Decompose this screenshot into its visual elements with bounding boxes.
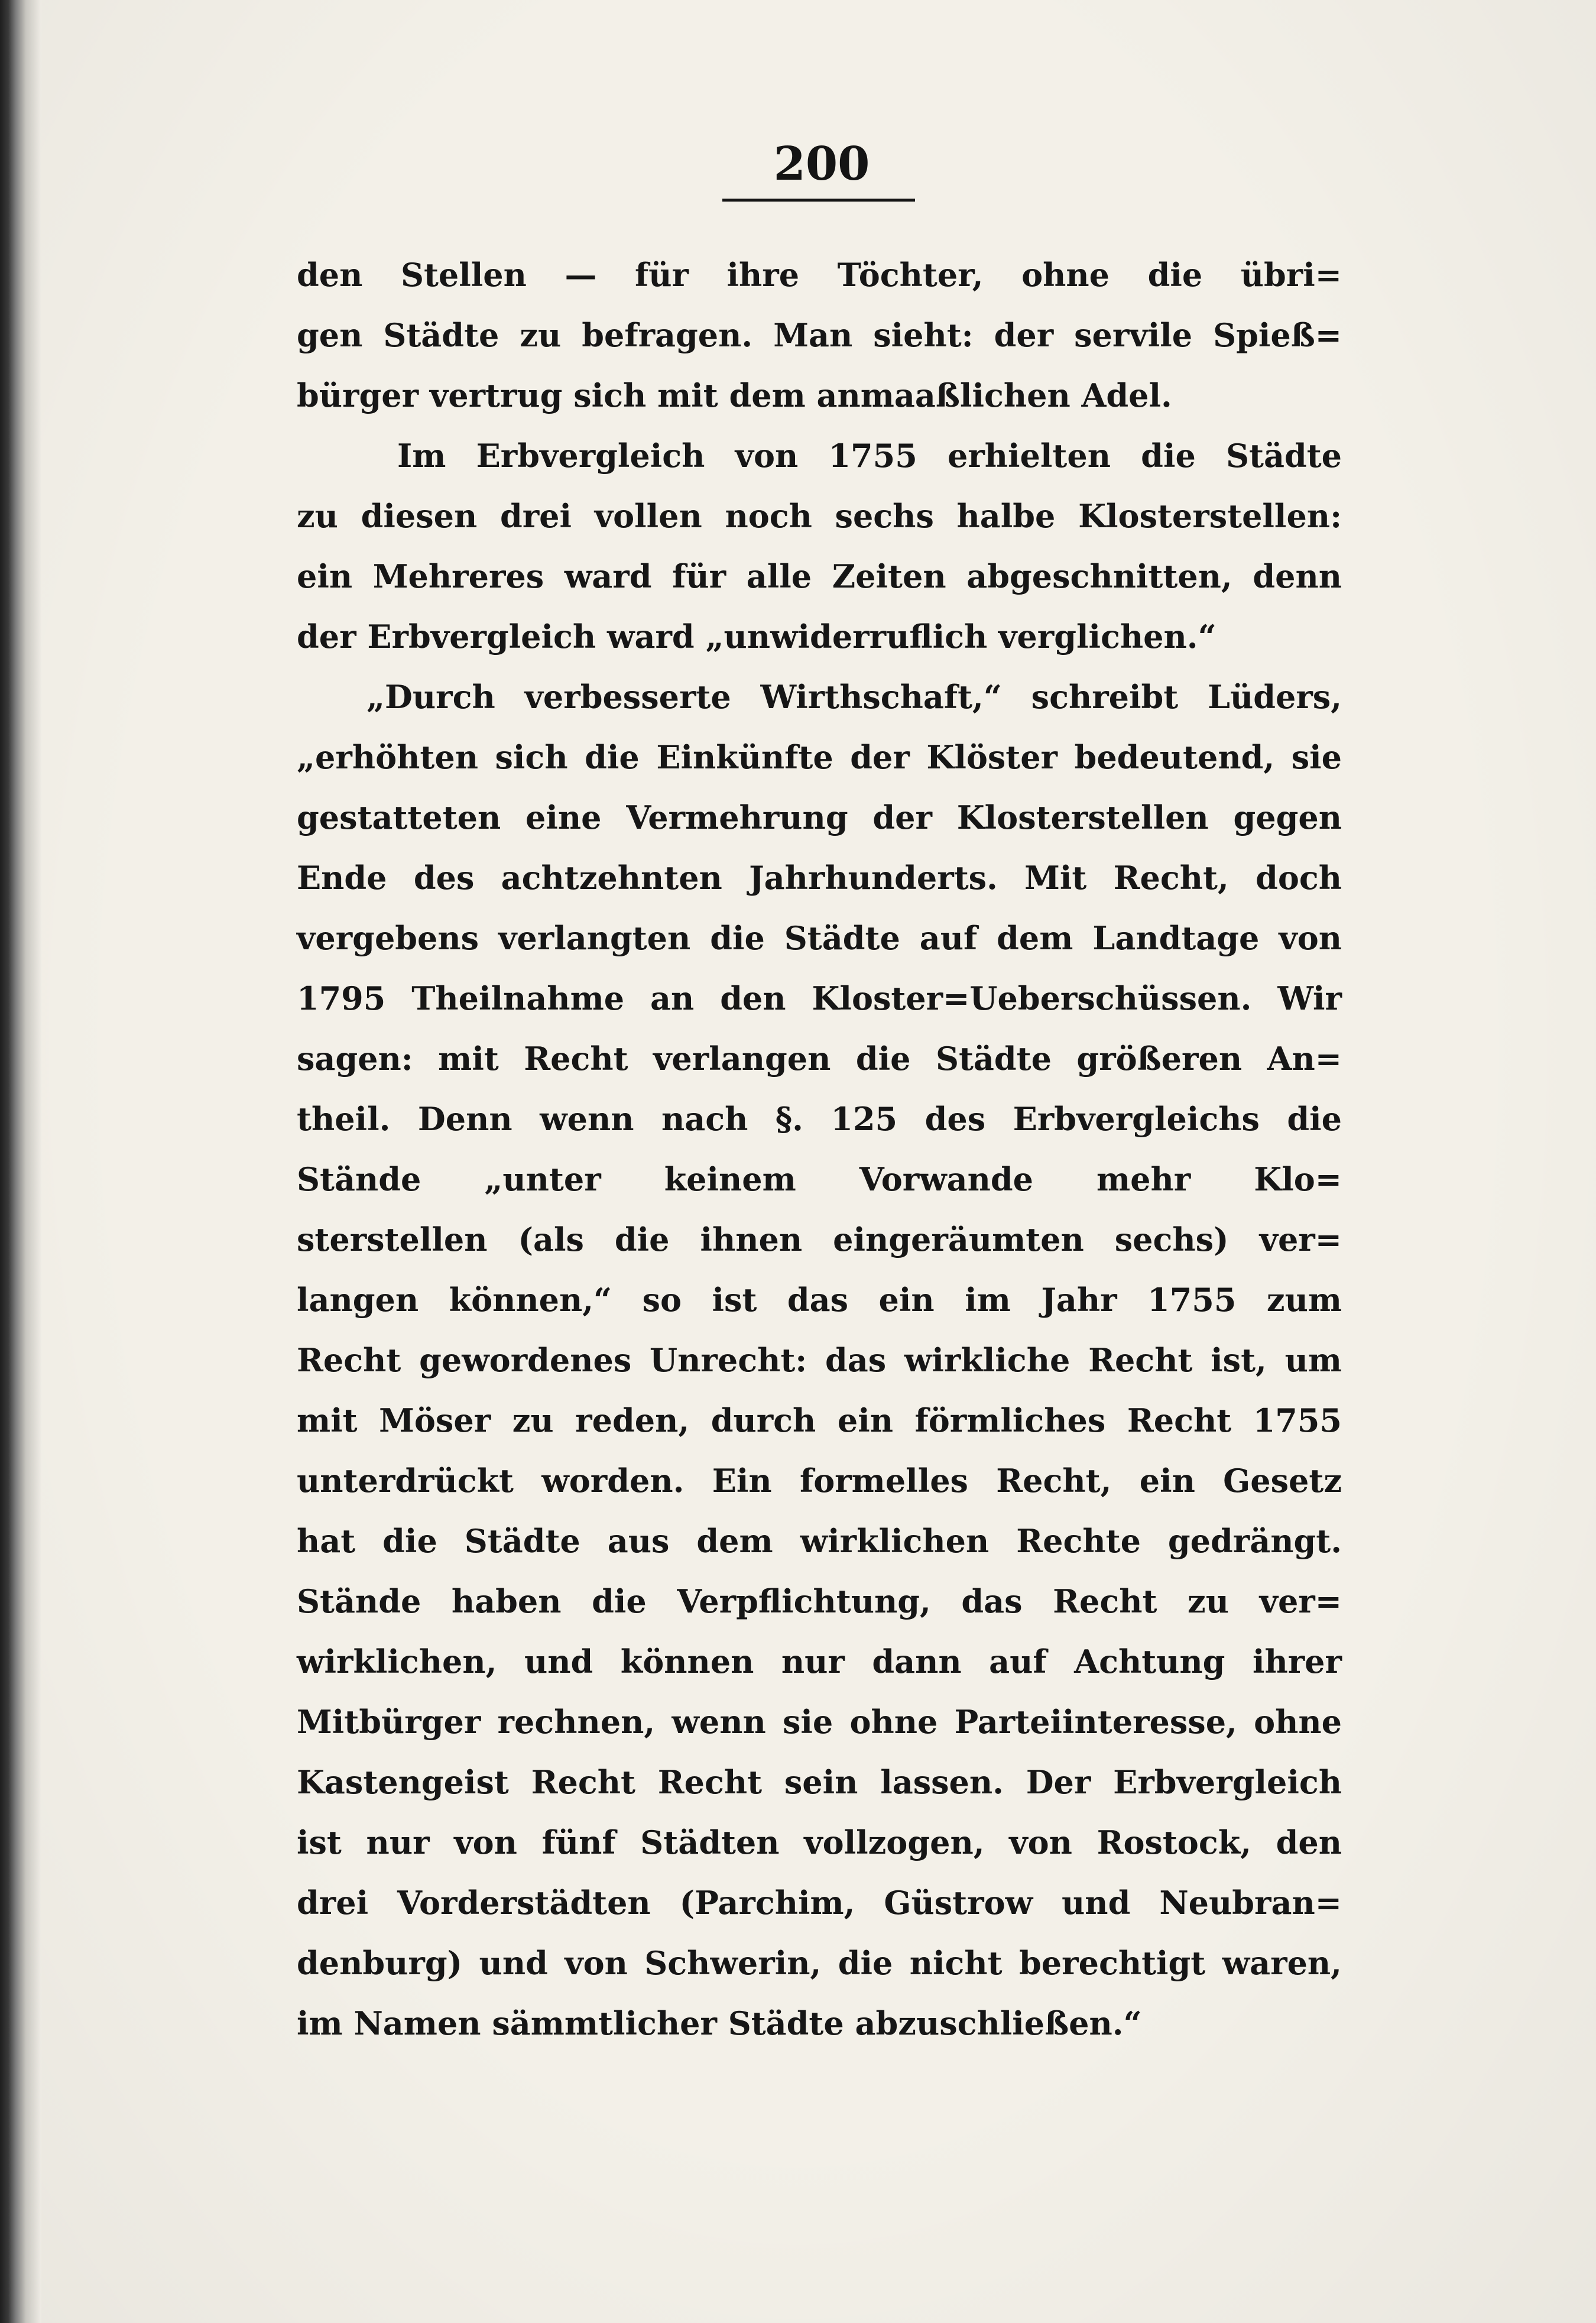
page-number: 200 bbox=[773, 137, 870, 191]
text-line: Stände „unter keinem Vorwande mehr Klo= bbox=[297, 1160, 1342, 1198]
text-line: sterstellen (als die ihnen eingeräumten sechs) ver= bbox=[297, 1221, 1342, 1258]
text-line: gen Städte zu befragen. Man sieht: der servile Spieß= bbox=[297, 316, 1342, 354]
text-line: gestatteten eine Vermehrung der Klosterstellen gegen bbox=[297, 799, 1342, 836]
text-line: Mitbürger rechnen, wenn sie ohne Parteiinteresse, ohne bbox=[297, 1703, 1342, 1741]
text-line: unterdrückt worden. Ein formelles Recht, ein Gesetz bbox=[297, 1462, 1342, 1500]
text-line: vergebens verlangten die Städte auf dem Landtage von bbox=[297, 919, 1342, 957]
book-binding-edge bbox=[0, 0, 41, 2323]
page-number-rule bbox=[722, 199, 915, 202]
text-line: zu diesen drei vollen noch sechs halbe Klosterstellen: bbox=[297, 497, 1342, 535]
text-line: Kastengeist Recht Recht sein lassen. Der Erbvergleich bbox=[297, 1763, 1342, 1801]
text-line: Stände haben die Verpflichtung, das Recht zu ver= bbox=[297, 1582, 1342, 1620]
text-line: Ende des achtzehnten Jahrhunderts. Mit Recht, doch bbox=[297, 859, 1342, 897]
text-line: drei Vorderstädten (Parchim, Güstrow und Neubran= bbox=[297, 1884, 1342, 1922]
text-line: wirklichen, und können nur dann auf Achtung ihrer bbox=[297, 1643, 1342, 1680]
text-line: ein Mehreres ward für alle Zeiten abgeschnitten, denn bbox=[297, 557, 1342, 595]
text-line: „erhöhten sich die Einkünfte der Klöster bedeutend, sie bbox=[297, 738, 1342, 776]
text-line: bürger vertrug sich mit dem anmaaßlichen Adel. bbox=[297, 377, 1172, 414]
paragraph-start-line: Im Erbvergleich von 1755 erhielten die Städte bbox=[397, 437, 1342, 475]
text-line: theil. Denn wenn nach §. 125 des Erbvergleichs die bbox=[297, 1100, 1342, 1138]
text-line: Recht gewordenes Unrecht: das wirkliche Recht ist, um bbox=[297, 1341, 1342, 1379]
text-line: denburg) und von Schwerin, die nicht berechtigt waren, bbox=[297, 1944, 1342, 1982]
body-text bbox=[297, 245, 1342, 2053]
text-line: 1795 Theilnahme an den Kloster=Ueberschüssen. Wir bbox=[297, 979, 1342, 1017]
text-line: im Namen sämmtlicher Städte abzuschließen.“ bbox=[297, 2004, 1142, 2042]
text-line: der Erbvergleich ward „unwiderruflich verglichen.“ bbox=[297, 618, 1217, 656]
text-line: mit Möser zu reden, durch ein förmliches Recht 1755 bbox=[297, 1401, 1342, 1439]
text-line: sagen: mit Recht verlangen die Städte größeren An= bbox=[297, 1040, 1342, 1078]
text-line: langen können,“ so ist das ein im Jahr 1755 zum bbox=[297, 1281, 1342, 1319]
paragraph-start-line: „Durch verbesserte Wirthschaft,“ schreibt Lüders, bbox=[366, 678, 1342, 716]
text-line: ist nur von fünf Städten vollzogen, von Rostock, den bbox=[297, 1824, 1342, 1861]
text-line: den Stellen — für ihre Töchter, ohne die übri= bbox=[297, 256, 1342, 294]
text-line: hat die Städte aus dem wirklichen Rechte gedrängt. bbox=[297, 1522, 1342, 1560]
